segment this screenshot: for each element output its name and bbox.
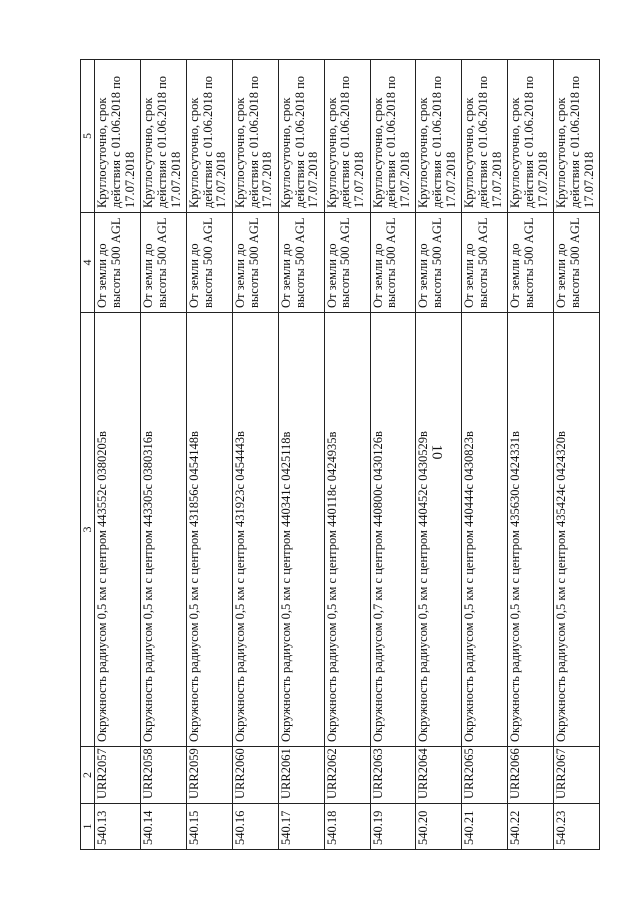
table-row: [324, 60, 370, 850]
altitude-limit: От земли до высоты 500 AGL: [278, 213, 324, 313]
zone-code: URR2059: [186, 747, 232, 804]
zone-code: URR2064: [416, 747, 462, 804]
table-row: [554, 60, 600, 850]
table-row: [232, 60, 278, 850]
zone-description: Окружность радиусом 0,5 км с центром 440444с 0430823в: [462, 313, 508, 747]
zone-code: URR2060: [232, 747, 278, 804]
zone-code: URR2065: [462, 747, 508, 804]
table-body: [95, 60, 600, 850]
validity-period: Круглосуточно, срок действия с 01.06.2018 по 17.07.2018: [508, 60, 554, 213]
table-row: [370, 60, 416, 850]
header-col-2: 2: [81, 747, 95, 804]
row-number: 540.22: [508, 804, 554, 850]
table-row: [95, 60, 141, 850]
validity-period: Круглосуточно, срок действия с 01.06.2018 по 17.07.2018: [278, 60, 324, 213]
zone-description: Окружность радиусом 0,5 км с центром 440341с 0425118в: [278, 313, 324, 747]
altitude-limit: От земли до высоты 500 AGL: [462, 213, 508, 313]
row-number: 540.15: [186, 804, 232, 850]
row-number: 540.14: [141, 804, 187, 850]
zone-code: URR2063: [370, 747, 416, 804]
validity-period: Круглосуточно, срок действия с 01.06.2018 по 17.07.2018: [554, 60, 600, 213]
zone-description: Окружность радиусом 0,5 км с центром 435424с 0424320в: [554, 313, 600, 747]
row-number: 540.16: [232, 804, 278, 850]
row-number: 540.23: [554, 804, 600, 850]
altitude-limit: От земли до высоты 500 AGL: [141, 213, 187, 313]
zone-description: Окружность радиусом 0,5 км с центром 435630с 0424331в: [508, 313, 554, 747]
altitude-limit: От земли до высоты 500 AGL: [95, 213, 141, 313]
table-row: [462, 60, 508, 850]
row-number: 540.18: [324, 804, 370, 850]
altitude-limit: От земли до высоты 500 AGL: [370, 213, 416, 313]
header-col-4: 4: [81, 213, 95, 313]
altitude-limit: От земли до высоты 500 AGL: [416, 213, 462, 313]
row-number: 540.21: [462, 804, 508, 850]
rotated-table-frame: [80, 60, 600, 850]
validity-period: Круглосуточно, срок действия с 01.06.2018 по 17.07.2018: [462, 60, 508, 213]
zone-code: URR2067: [554, 747, 600, 804]
table-row: [186, 60, 232, 850]
validity-period: Круглосуточно, срок действия с 01.06.2018 по 17.07.2018: [141, 60, 187, 213]
zone-code: URR2058: [141, 747, 187, 804]
zone-description: Окружность радиусом 0,5 км с центром 440452с 0430529в: [416, 313, 462, 747]
table-row: [278, 60, 324, 850]
row-number: 540.13: [95, 804, 141, 850]
airspace-table: [80, 59, 600, 850]
zone-description: Окружность радиусом 0,5 км с центром 431856с 0454148в: [186, 313, 232, 747]
row-number: 540.19: [370, 804, 416, 850]
altitude-limit: От земли до высоты 500 AGL: [324, 213, 370, 313]
header-row: [81, 60, 95, 850]
row-number: 540.20: [416, 804, 462, 850]
altitude-limit: От земли до высоты 500 AGL: [186, 213, 232, 313]
header-col-3: 3: [81, 313, 95, 747]
table-row: [416, 60, 462, 850]
zone-code: URR2066: [508, 747, 554, 804]
validity-period: Круглосуточно, срок действия с 01.06.2018 по 17.07.2018: [416, 60, 462, 213]
table-row: [508, 60, 554, 850]
zone-code: URR2061: [278, 747, 324, 804]
zone-description: Окружность радиусом 0,5 км с центром 431923с 0454443в: [232, 313, 278, 747]
altitude-limit: От земли до высоты 500 AGL: [508, 213, 554, 313]
validity-period: Круглосуточно, срок действия с 01.06.2018 по 17.07.2018: [370, 60, 416, 213]
page-number: 10: [428, 444, 445, 460]
row-number: 540.17: [278, 804, 324, 850]
validity-period: Круглосуточно, срок действия с 01.06.2018 по 17.07.2018: [232, 60, 278, 213]
zone-code: URR2062: [324, 747, 370, 804]
zone-description: Окружность радиусом 0,7 км с центром 440800с 0430126в: [370, 313, 416, 747]
validity-period: Круглосуточно, срок действия с 01.06.2018 по 17.07.2018: [324, 60, 370, 213]
header-col-5: 5: [81, 60, 95, 213]
altitude-limit: От земли до высоты 500 AGL: [554, 213, 600, 313]
zone-description: Окружность радиусом 0,5 км с центром 443552с 0380205в: [95, 313, 141, 747]
zone-code: URR2057: [95, 747, 141, 804]
zone-description: Окружность радиусом 0,5 км с центром 443305с 0380316в: [141, 313, 187, 747]
zone-description: Окружность радиусом 0,5 км с центром 440118с 0424935в: [324, 313, 370, 747]
header-col-1: 1: [81, 804, 95, 850]
altitude-limit: От земли до высоты 500 AGL: [232, 213, 278, 313]
table-row: [141, 60, 187, 850]
validity-period: Круглосуточно, срок действия с 01.06.2018 по 17.07.2018: [95, 60, 141, 213]
validity-period: Круглосуточно, срок действия с 01.06.2018 по 17.07.2018: [186, 60, 232, 213]
